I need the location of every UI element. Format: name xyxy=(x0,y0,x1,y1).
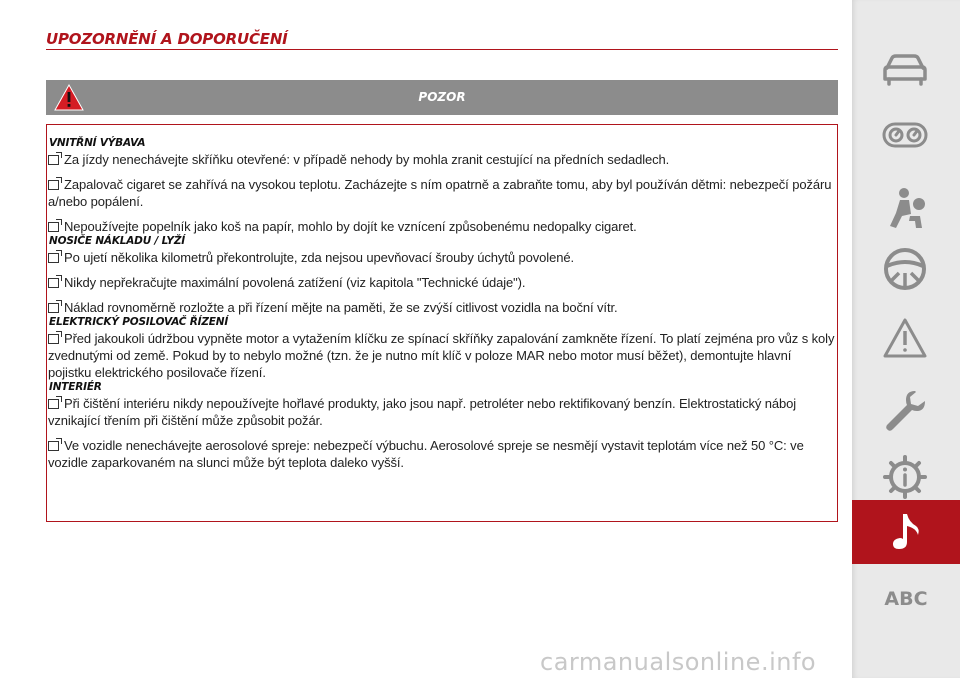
dashboard-icon xyxy=(882,112,928,158)
list-item: Zapalovač cigaret se zahřívá na vysokou teplotu. Zacházejte s ním opatrně a zabraňte tomu, aby byl používán dětmi: nebezpečí požáru a/nebo popálení. xyxy=(48,177,832,209)
warning-label: POZOR xyxy=(418,90,466,104)
sidebar-item-car[interactable] xyxy=(852,34,960,110)
list-item: Při čištění interiéru nikdy nepoužívejte hořlavé produkty, jako jsou např. petroléter nebo rektifikovaný benzín. Elektrostatický náboj vznikající třením při čištění může způsobit požár. xyxy=(48,396,797,428)
list-item: Před jakoukoli údržbou vypněte motor a vytažením klíčku ze spínací skříňky zapalování zamkněte řízení. To platí zejména pro vůz s koly zvednutými od země. Pokud by to nebylo možné (tzn. že je nutno mít klíč v poloze MAR nebo motor musí běžet), demontujte hlavní pojistku elektrického posilovače řízení. xyxy=(48,331,835,380)
gear-info-icon xyxy=(882,454,928,500)
bullet-icon xyxy=(48,278,59,288)
list-item: Za jízdy nenechávejte skříňku otevřené: v případě nehody by mohla zranit cestující na předních sedadlech. xyxy=(47,151,837,168)
section-title: VNITŘNÍ VÝBAVA xyxy=(49,137,146,149)
title-divider xyxy=(46,49,838,50)
warning-triangle-icon xyxy=(882,316,928,362)
bullet-icon xyxy=(48,222,59,232)
bullet-icon xyxy=(48,334,59,344)
section-title: INTERIÉR xyxy=(49,381,102,393)
list-item: Nikdy nepřekračujte maximální povolená zatížení (viz kapitola "Technické údaje"). xyxy=(47,274,837,291)
bullet-icon xyxy=(48,180,59,190)
warning-header xyxy=(46,80,838,115)
sidebar-item-maintenance[interactable] xyxy=(852,376,960,452)
sidebar-item-dashboard[interactable] xyxy=(852,100,960,176)
bullet-icon xyxy=(48,399,59,409)
sidebar-item-index[interactable]: ABC xyxy=(884,588,928,610)
car-icon xyxy=(882,46,928,92)
list-item: Ve vozidle nenechávejte aerosolové spreje: nebezpečí výbuchu. Aerosolové spreje se nesmějí vystavit teplotám více než 50 °C: ve vozidle zaparkovaném na slunci může být teplota daleko vyšší. xyxy=(48,438,804,470)
bullet-icon xyxy=(48,441,59,451)
wrench-icon xyxy=(882,388,928,434)
section-interior xyxy=(47,381,837,471)
bullet-icon xyxy=(48,155,59,165)
section-title: ELEKTRICKÝ POSILOVAČ ŘÍZENÍ xyxy=(49,316,229,328)
section-interior-equipment xyxy=(47,137,837,235)
music-note-icon xyxy=(882,508,928,554)
warning-content xyxy=(46,124,838,522)
airbag-person-icon xyxy=(882,186,928,232)
sidebar-item-driving[interactable] xyxy=(852,234,960,310)
bullet-icon xyxy=(48,303,59,313)
steering-wheel-icon xyxy=(882,246,928,292)
watermark: carmanualsonline.info xyxy=(540,648,817,676)
chapter-sidebar xyxy=(852,0,960,678)
sidebar-item-warnings[interactable] xyxy=(852,304,960,380)
list-item: Po ujetí několika kilometrů překontrolujte, zda nejsou upevňovací šrouby úchytů povolené. xyxy=(47,249,837,266)
list-item: Nepoužívejte popelník jako koš na papír, mohlo by dojít ke vznícení způsobenému nedopalky cigaret. xyxy=(47,218,837,235)
page-title: UPOZORNĚNÍ A DOPORUČENÍ xyxy=(46,30,288,48)
list-item: Náklad rovnoměrně rozložte a při řízení mějte na paměti, že se zvýší citlivost vozidla na boční vítr. xyxy=(47,299,837,316)
section-luggage-racks xyxy=(47,235,837,316)
section-title: NOSIČE NÁKLADU / LYŽÍ xyxy=(49,235,185,247)
sidebar-item-multimedia[interactable] xyxy=(852,500,960,564)
section-power-steering xyxy=(47,316,837,381)
bullet-icon xyxy=(48,253,59,263)
